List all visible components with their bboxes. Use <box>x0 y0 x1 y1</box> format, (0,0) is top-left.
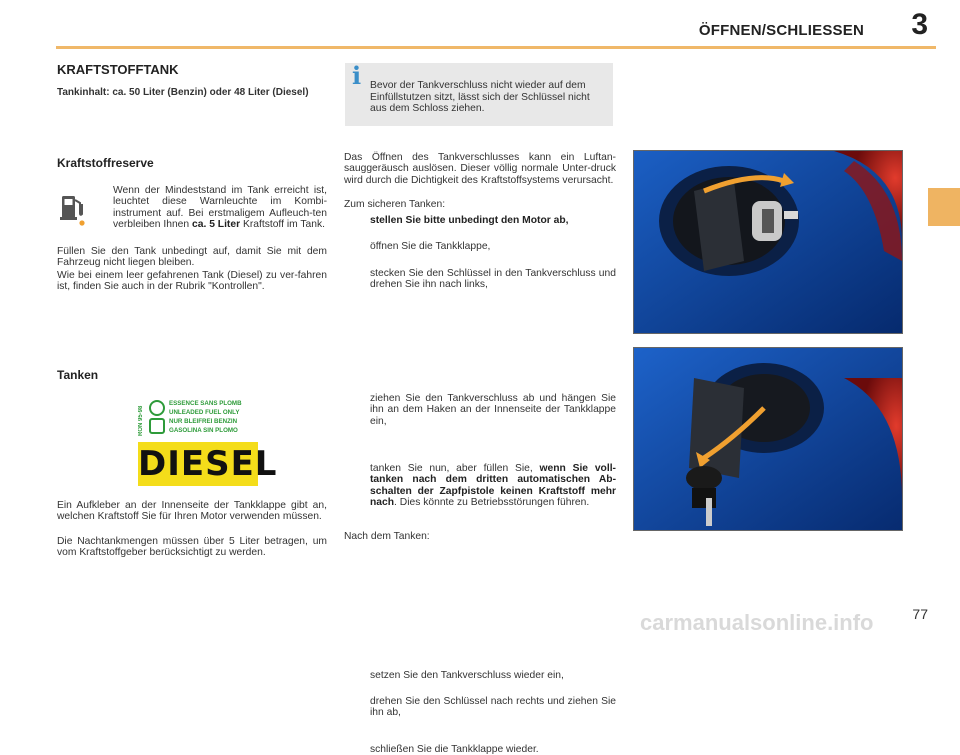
opening-step-2-text: öffnen Sie die Tankklappe, <box>370 241 491 253</box>
after-lead: Nach dem Tanken: <box>344 531 430 542</box>
page-number: 77 <box>912 606 928 622</box>
info-icon: i <box>352 61 362 90</box>
reserve-text-1a: Wenn der Mindeststand im Tank erreicht ist, leuchtet diese Warnleuchte im Kombi-instrument auf. Bei erstmaligem Aufleuch-ten verbleiben Ihnen <box>113 185 327 230</box>
opening-step-3-text: stecken Sie den Schlüssel in den Tankverschluss und drehen Sie ihn nach links, <box>370 267 616 290</box>
opening-step-4-text: ziehen Sie den Tankverschluss ab und hängen Sie ihn an dem Haken an der Innenseite der Tankklappe ein, <box>370 393 616 427</box>
watermark: carmanualsonline.info <box>640 610 874 635</box>
info-text: Bevor der Tankverschluss nicht wieder auf dem Einfüllstutzen sitzt, lässt sich der Schlüssel nicht aus dem Schloss ziehen. <box>370 80 590 114</box>
chapter-number: 3 <box>911 8 928 41</box>
fuel-label-line: GASOLINA SIN PLOMO <box>169 427 238 434</box>
fuel-label-line: NUR BLEIFREI BENZIN <box>169 418 238 425</box>
after-step-1 <box>344 670 616 681</box>
opening-step-1-text: stellen Sie bitte unbedingt den Motor ab, <box>370 215 569 226</box>
diesel-label: DIESEL <box>138 444 278 484</box>
opening-step-4 <box>344 393 616 427</box>
reserve-title: Kraftstoffreserve <box>57 156 154 170</box>
reserve-text-3: Wie bei einem leer gefahrenen Tank (Diesel) zu ver-fahren ist, finden Sie auch in der Rubrik "Kontrollen". <box>57 270 327 293</box>
tank-capacity: Tankinhalt: ca. 50 Liter (Benzin) oder 48 Liter (Diesel) <box>57 87 309 98</box>
after-step-1-text: setzen Sie den Tankverschluss wieder ein, <box>370 670 564 682</box>
header-rule <box>56 46 936 49</box>
reserve-text-1-bold: ca. 5 Liter <box>192 218 241 230</box>
reserve-text-1b: Kraftstoff im Tank. <box>240 218 325 230</box>
fuel-label-green <box>138 396 258 438</box>
header-title: ÖFFNEN/SCHLIESSEN <box>698 22 864 39</box>
photo-fuel-cap-removed <box>633 347 903 531</box>
after-step-2 <box>344 696 616 719</box>
opening-step-5-bold: wenn Sie voll-tanken nach dem dritten automatischen Ab-schalten der Zapfpistole keinen Kraftstoff mehr nach <box>370 463 616 508</box>
chapter-tab <box>928 188 960 226</box>
fuel-label-line: UNLEADED FUEL ONLY <box>169 409 240 416</box>
fuel-pump-small-icon <box>149 418 165 434</box>
opening-step-3 <box>344 268 616 291</box>
after-step-3-text: schließen Sie die Tankklappe wieder. <box>370 744 539 755</box>
tanken-title: Tanken <box>57 368 99 382</box>
fuel-label-image <box>138 396 278 488</box>
fuel-pump-icon <box>60 190 86 226</box>
photo-fuel-cap-open <box>633 150 903 334</box>
after-step-3 <box>344 744 616 755</box>
tanken-text-1: Ein Aufkleber an der Innenseite der Tankklappe gibt an, welchen Kraftstoff Sie für Ihren Motor verwenden müssen. <box>57 500 327 523</box>
fuel-label-lines <box>169 399 259 435</box>
opening-step-5 <box>344 463 616 508</box>
opening-intro: Das Öffnen des Tankverschlusses kann ein Luftan-sauggeräusch auslösen. Dieser völlig normale Unter-druck wird durch die Dichtigkeit des Kraftstoffsystems verursacht. <box>344 152 616 186</box>
ron-label: RON 95-98 <box>138 405 144 436</box>
opening-step-2 <box>344 241 616 252</box>
after-step-2-text: drehen Sie den Schlüssel nach rechts und ziehen Sie ihn ab, <box>370 695 616 718</box>
opening-step-1 <box>344 215 616 226</box>
opening-step-5a: tanken Sie nun, aber füllen Sie, <box>370 463 540 475</box>
tanken-text-2: Die Nachtankmengen müssen über 5 Liter betragen, um vom Kraftstoffgeber berücksichtigt zu werden. <box>57 536 327 559</box>
fuel-nozzle-icon <box>149 400 165 416</box>
opening-lead: Zum sicheren Tanken: <box>344 199 446 210</box>
section-title: KRAFTSTOFFTANK <box>57 62 179 77</box>
reserve-text-2: Füllen Sie den Tank unbedingt auf, damit Sie mit dem Fahrzeug nicht liegen bleiben. <box>57 246 327 269</box>
opening-step-5b: . Dies könnte zu Betriebsstörungen führen. <box>394 496 590 508</box>
fuel-label-line: ESSENCE SANS PLOMB <box>169 400 242 407</box>
reserve-text-1 <box>113 185 327 230</box>
